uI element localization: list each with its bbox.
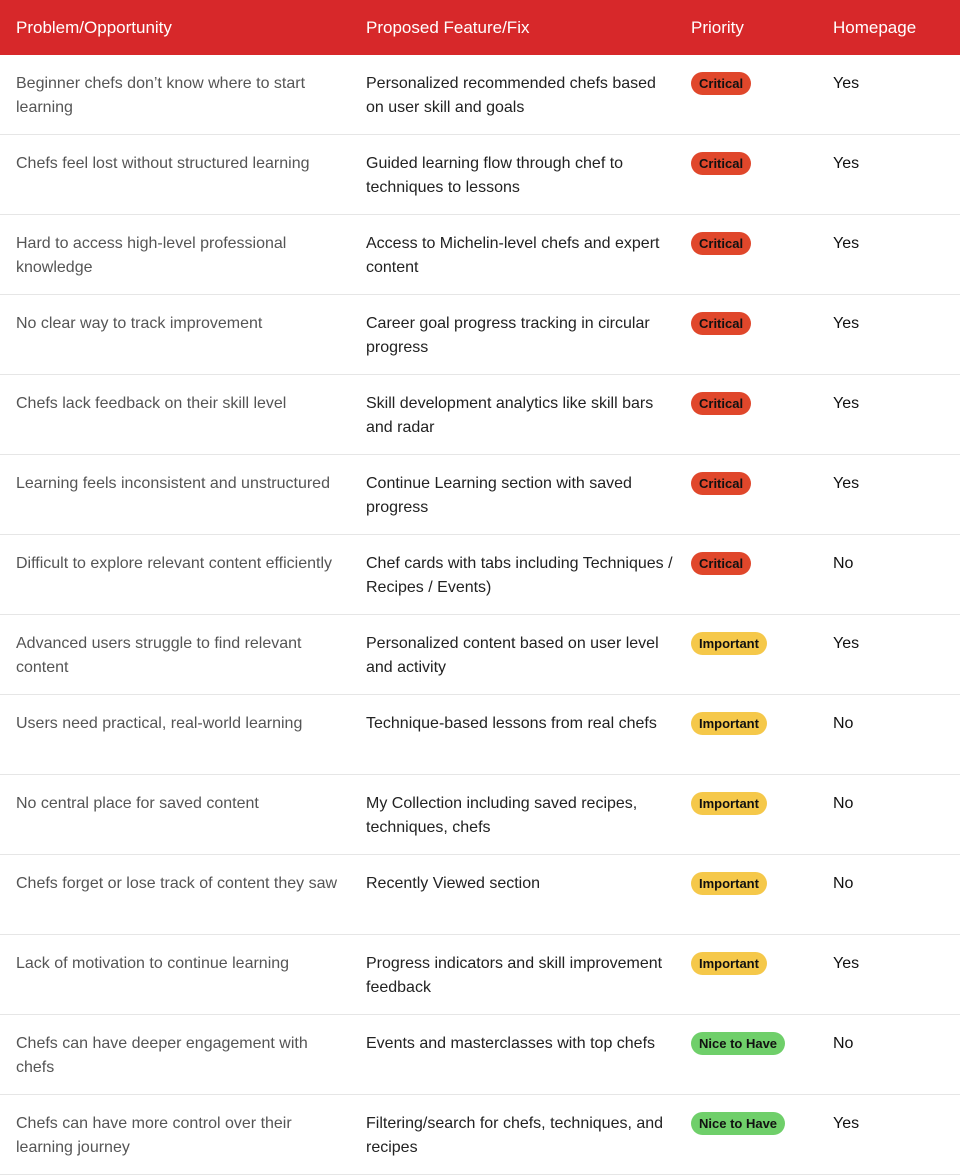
table-row <box>0 295 960 375</box>
problem-cell: Chefs can have more control over their learning journey <box>16 1115 292 1156</box>
table-row <box>0 615 960 695</box>
problem-cell: Lack of motivation to continue learning <box>16 955 290 972</box>
problem-cell: Advanced users struggle to find relevant content <box>16 635 302 676</box>
problem-cell: Difficult to explore relevant content efficiently <box>16 555 333 572</box>
homepage-cell: Yes <box>833 395 860 412</box>
homepage-cell: Yes <box>833 1115 860 1132</box>
homepage-cell: Yes <box>833 955 860 972</box>
priority-badge: Critical <box>691 72 751 95</box>
priority-cell <box>675 615 817 694</box>
table-row <box>0 135 960 215</box>
feature-cell: Career goal progress tracking in circular progress <box>366 315 650 356</box>
problem-cell: Users need practical, real-world learning <box>16 715 303 732</box>
homepage-cell: Yes <box>833 475 860 492</box>
feature-cell: My Collection including saved recipes, techniques, chefs <box>366 795 638 836</box>
priority-cell <box>675 935 817 1014</box>
priority-badge: Critical <box>691 472 751 495</box>
table-row <box>0 1095 960 1175</box>
priority-cell <box>675 695 817 774</box>
homepage-cell: Yes <box>833 75 860 92</box>
priority-cell <box>675 215 817 294</box>
header-problem: Problem/Opportunity <box>16 17 172 37</box>
priority-cell <box>675 1015 817 1094</box>
homepage-cell: Yes <box>833 635 860 652</box>
priority-badge: Important <box>691 952 767 975</box>
feature-cell: Progress indicators and skill improvement feedback <box>366 955 663 996</box>
problem-cell: Beginner chefs don’t know where to start learning <box>16 75 306 116</box>
priority-badge: Important <box>691 712 767 735</box>
homepage-cell: No <box>833 555 854 572</box>
header-feature: Proposed Feature/Fix <box>366 17 530 37</box>
feature-cell: Chef cards with tabs including Techniques / Recipes / Events) <box>366 555 673 596</box>
table-row <box>0 935 960 1015</box>
priority-cell <box>675 375 817 454</box>
header-priority: Priority <box>691 17 744 37</box>
feature-cell: Guided learning flow through chef to techniques to lessons <box>366 155 624 196</box>
priority-cell <box>675 855 817 934</box>
priority-badge: Critical <box>691 552 751 575</box>
priority-badge: Important <box>691 872 767 895</box>
priority-badge: Critical <box>691 392 751 415</box>
priority-cell <box>675 535 817 614</box>
table-row <box>0 535 960 615</box>
table-row <box>0 215 960 295</box>
table-row <box>0 855 960 935</box>
feature-cell: Events and masterclasses with top chefs <box>366 1035 656 1052</box>
homepage-cell: Yes <box>833 155 860 172</box>
priority-cell <box>675 295 817 374</box>
problem-cell: No central place for saved content <box>16 795 259 812</box>
priority-cell <box>675 1095 817 1174</box>
priority-cell <box>675 775 817 854</box>
homepage-cell: No <box>833 795 854 812</box>
problem-cell: Hard to access high-level professional knowledge <box>16 235 287 276</box>
priority-badge: Nice to Have <box>691 1032 785 1055</box>
problem-cell: Chefs feel lost without structured learning <box>16 155 310 172</box>
feature-cell: Technique-based lessons from real chefs <box>366 715 657 732</box>
table-body <box>0 55 960 1175</box>
table-header <box>0 0 960 55</box>
table-row <box>0 55 960 135</box>
problem-cell: No clear way to track improvement <box>16 315 263 332</box>
problem-cell: Chefs can have deeper engagement with chefs <box>16 1035 308 1076</box>
feature-cell: Filtering/search for chefs, techniques, and recipes <box>366 1115 664 1156</box>
priority-cell <box>675 135 817 214</box>
feature-cell: Access to Michelin-level chefs and expert content <box>366 235 660 276</box>
homepage-cell: Yes <box>833 315 860 332</box>
homepage-cell: No <box>833 875 854 892</box>
feature-cell: Continue Learning section with saved progress <box>366 475 632 516</box>
priority-badge: Critical <box>691 232 751 255</box>
feature-cell: Skill development analytics like skill bars and radar <box>366 395 654 436</box>
problem-cell: Chefs lack feedback on their skill level <box>16 395 287 412</box>
homepage-cell: Yes <box>833 235 860 252</box>
table-row <box>0 695 960 775</box>
table-row <box>0 455 960 535</box>
homepage-cell: No <box>833 715 854 732</box>
feature-cell: Personalized recommended chefs based on user skill and goals <box>366 75 656 116</box>
problem-cell: Learning feels inconsistent and unstructured <box>16 475 330 492</box>
feature-cell: Personalized content based on user level and activity <box>366 635 659 676</box>
priority-badge: Nice to Have <box>691 1112 785 1135</box>
homepage-cell: No <box>833 1035 854 1052</box>
priority-badge: Important <box>691 632 767 655</box>
table-row <box>0 375 960 455</box>
priority-badge: Critical <box>691 312 751 335</box>
table-row <box>0 775 960 855</box>
header-homepage: Homepage <box>833 17 917 37</box>
feature-cell: Recently Viewed section <box>366 875 541 892</box>
priority-cell <box>675 455 817 534</box>
table-row <box>0 1015 960 1095</box>
problem-cell: Chefs forget or lose track of content they saw <box>16 875 338 892</box>
priority-badge: Critical <box>691 152 751 175</box>
priority-badge: Important <box>691 792 767 815</box>
priority-cell <box>675 55 817 134</box>
